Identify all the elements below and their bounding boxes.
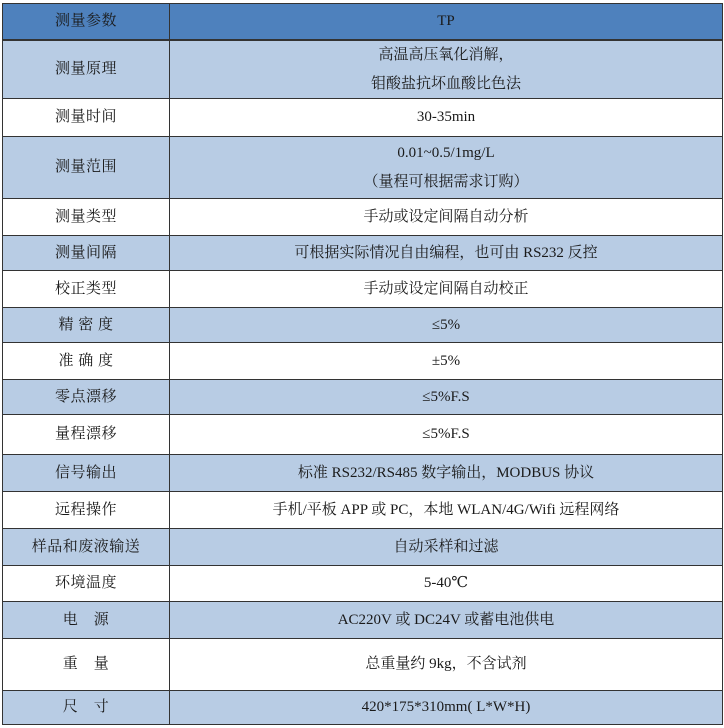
row-value-line: 手动或设定间隔自动校正 <box>363 280 529 297</box>
row-value-line: （量程可根据需求订购） <box>363 173 529 190</box>
header-value-cell <box>170 4 722 39</box>
row-value-cell <box>170 455 722 491</box>
row-label: 精 密 度 <box>58 316 114 333</box>
row-label: 准 确 度 <box>58 352 114 369</box>
table-row <box>3 199 722 236</box>
table-row <box>3 99 722 137</box>
row-value-line: ≤5%F.S <box>422 388 470 405</box>
row-label-cell <box>3 639 170 690</box>
row-value-line: 5-40℃ <box>423 575 469 591</box>
row-value-line: 钼酸盐抗坏血酸比色法 <box>370 75 521 92</box>
row-value-cell <box>170 308 722 342</box>
row-label-cell <box>3 41 170 98</box>
row-label-cell <box>3 492 170 528</box>
table-row <box>3 529 722 566</box>
row-label-cell <box>3 99 170 136</box>
row-value-line: 可根据实际情况自由编程，也可由 RS232 反控 <box>294 244 598 261</box>
row-value-line: AC220V 或 DC24V 或蓄电池供电 <box>337 611 555 628</box>
row-value-line: 手动或设定间隔自动分析 <box>363 208 529 225</box>
table-row <box>3 308 722 343</box>
row-label: 尺 寸 <box>62 699 110 715</box>
table-row <box>3 343 722 380</box>
row-value-line: 自动采样和过滤 <box>393 538 499 555</box>
table-row <box>3 602 722 639</box>
row-label-cell <box>3 271 170 307</box>
row-label-cell <box>3 343 170 379</box>
table-row <box>3 236 722 271</box>
row-value-cell <box>170 492 722 528</box>
table-row <box>3 271 722 308</box>
row-label-cell <box>3 308 170 342</box>
row-value-cell <box>170 343 722 379</box>
row-label: 测量类型 <box>54 208 117 225</box>
table-row <box>3 455 722 492</box>
row-label-cell <box>3 566 170 601</box>
row-value-line: 高温高压氧化消解， <box>378 46 514 63</box>
table-row <box>3 380 722 415</box>
row-value-cell <box>170 236 722 270</box>
row-label: 校正类型 <box>54 280 117 297</box>
row-label: 环境温度 <box>54 575 117 591</box>
table-row <box>3 566 722 602</box>
row-value-cell <box>170 529 722 565</box>
table-row <box>3 137 722 199</box>
row-label-cell <box>3 415 170 454</box>
header-param-label: 测量参数 <box>54 13 117 29</box>
table-header-row <box>3 4 722 41</box>
row-value-cell <box>170 199 722 235</box>
row-value-line: ≤5% <box>431 316 461 333</box>
row-label: 信号输出 <box>54 464 117 481</box>
row-value-cell <box>170 99 722 136</box>
row-label: 测量时间 <box>54 109 117 125</box>
row-label: 测量原理 <box>54 61 117 77</box>
row-label-cell <box>3 602 170 638</box>
row-label-cell <box>3 455 170 491</box>
row-label-cell <box>3 236 170 270</box>
header-value-label: TP <box>437 13 455 29</box>
row-label-cell <box>3 137 170 198</box>
row-label-cell <box>3 691 170 724</box>
row-label-cell <box>3 199 170 235</box>
row-value-line: 420*175*310mm( L*W*H) <box>361 699 531 715</box>
row-label: 量程漂移 <box>54 426 117 442</box>
row-value-line: ±5% <box>431 352 461 369</box>
row-value-line: 标准 RS232/RS485 数字输出，MODBUS 协议 <box>297 464 595 481</box>
row-value-cell <box>170 639 722 690</box>
row-label: 测量间隔 <box>54 244 117 261</box>
table-row <box>3 415 722 455</box>
row-value-cell <box>170 41 722 98</box>
table-row <box>3 492 722 529</box>
row-value-line: 30-35min <box>416 109 476 125</box>
row-value-line: ≤5%F.S <box>422 426 470 442</box>
row-value-cell <box>170 566 722 601</box>
row-value-cell <box>170 380 722 414</box>
row-value-cell <box>170 415 722 454</box>
row-value-cell <box>170 271 722 307</box>
row-value-line: 手机/平板 APP 或 PC，本地 WLAN/4G/Wifi 远程网络 <box>272 501 620 518</box>
row-value-cell <box>170 691 722 724</box>
header-param-cell <box>3 4 170 39</box>
row-label-cell <box>3 529 170 565</box>
row-label-cell <box>3 380 170 414</box>
table-row <box>3 639 722 691</box>
table-row <box>3 41 722 99</box>
row-label: 样品和废液输送 <box>31 538 141 555</box>
spec-table <box>2 3 723 725</box>
row-value-line: 0.01~0.5/1mg/L <box>397 144 495 161</box>
table-row <box>3 691 722 724</box>
row-label: 重 量 <box>62 656 110 672</box>
row-value-line: 总重量约 9kg，不含试剂 <box>365 656 527 672</box>
row-value-cell <box>170 602 722 638</box>
row-label: 零点漂移 <box>54 388 117 405</box>
row-label: 电 源 <box>62 611 110 628</box>
row-label: 测量范围 <box>54 159 117 175</box>
row-label: 远程操作 <box>54 501 117 518</box>
row-value-cell <box>170 137 722 198</box>
